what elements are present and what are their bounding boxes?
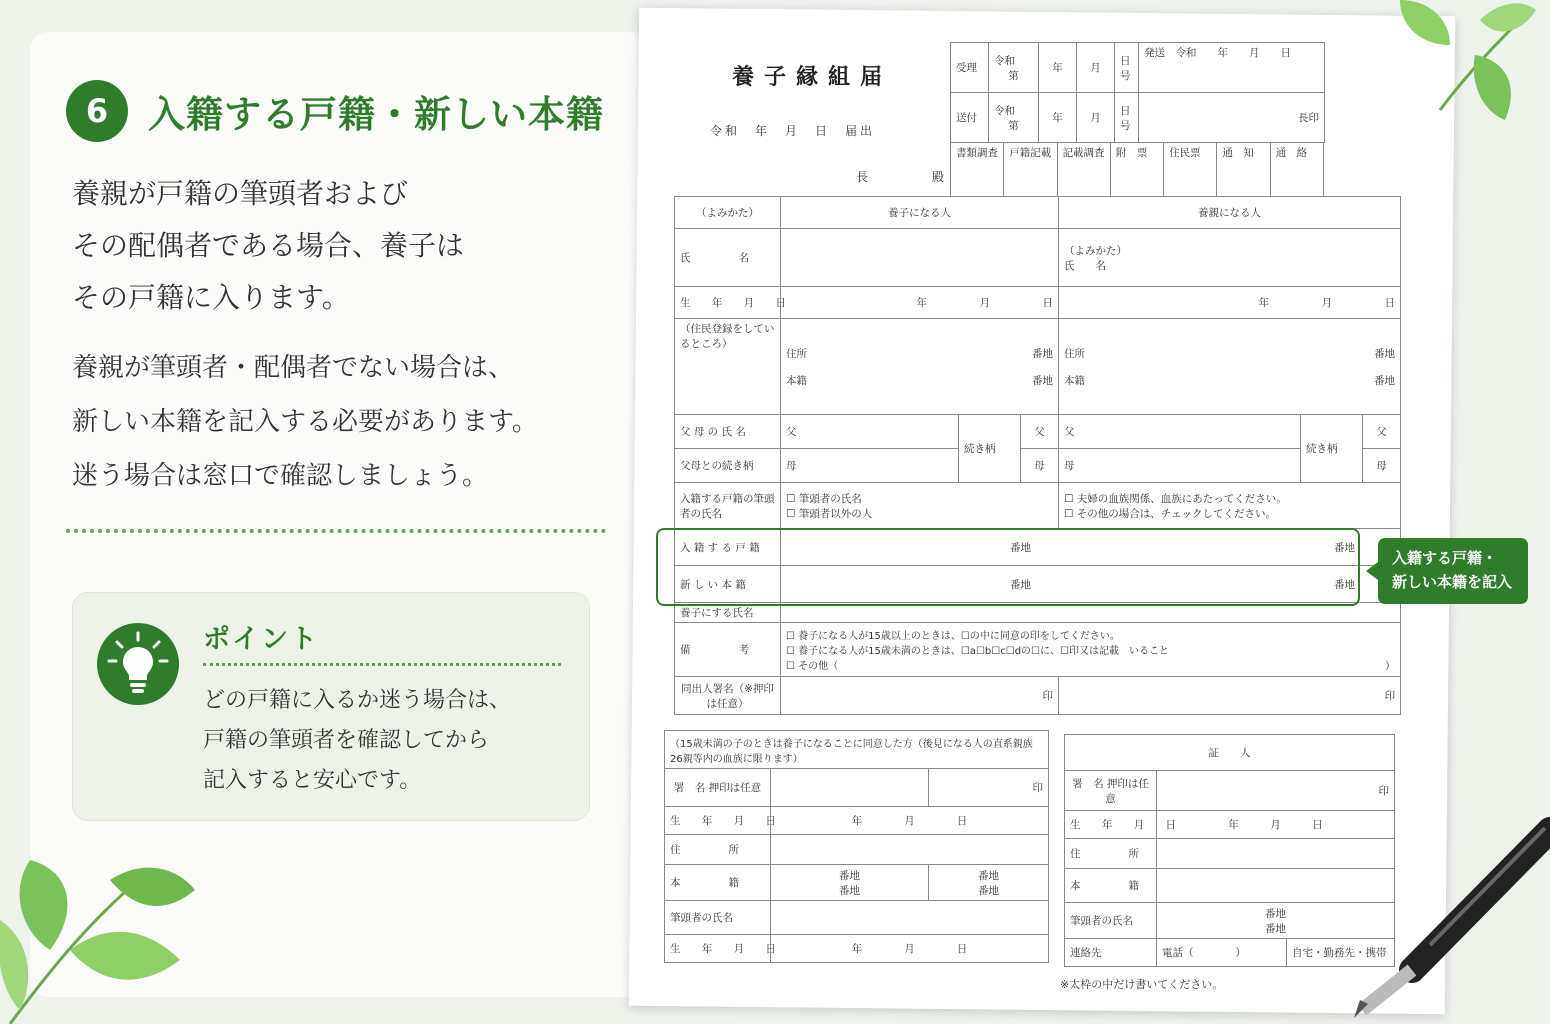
signer-field-2[interactable]: 印 bbox=[1059, 677, 1401, 715]
form-footnote: ※太枠の中だけ書いてください。 bbox=[1060, 978, 1224, 991]
witness-table bbox=[1064, 734, 1395, 967]
row-label: 住 所 bbox=[665, 835, 771, 865]
point-box bbox=[72, 592, 590, 821]
row-label: 備 考 bbox=[675, 623, 781, 677]
entry-koseki-field[interactable]: 番地 番地 bbox=[781, 529, 1401, 566]
relation-mother: 母 bbox=[1363, 449, 1401, 483]
birth-field[interactable]: 年 月 日 bbox=[781, 287, 1059, 319]
row-label: 父 母 の 氏 名 bbox=[675, 415, 781, 449]
row-label: 本 籍 bbox=[665, 865, 771, 901]
cell-label: 発送 令和 年 月 日 bbox=[1139, 43, 1325, 93]
row-label: 生 年 月 日 bbox=[665, 807, 771, 835]
row-label: 父母との続き柄 bbox=[675, 449, 781, 483]
office-check-row bbox=[950, 142, 1324, 197]
step-heading bbox=[66, 80, 604, 142]
row-label: 生 年 月 日 bbox=[665, 935, 771, 963]
leaf-decoration-icon bbox=[0, 800, 210, 1024]
adopter-name-field[interactable]: （よみかた） 氏 名 bbox=[1059, 229, 1401, 287]
row-label: 生 年 月 日 bbox=[675, 287, 781, 319]
point-line: 記入すると安心です。 bbox=[203, 768, 422, 793]
check-cell: 附 票 bbox=[1110, 143, 1163, 197]
check-cell: 書類調査 bbox=[951, 143, 1004, 197]
cell-label: 送付 bbox=[951, 93, 989, 143]
row-label: 養子にする氏名 bbox=[675, 603, 781, 623]
consent-head: （15歳未満の子のときは養子になることに同意した方（後見になる人の直系親族26親等内の血族に限ります） bbox=[665, 731, 1049, 769]
signer-field-1[interactable]: 印 bbox=[781, 677, 1059, 715]
witness-sign-field[interactable]: 印 bbox=[1157, 771, 1395, 811]
check-cell: 通 絡 bbox=[1270, 143, 1323, 197]
address-field[interactable]: 住所 番地 本籍 番地 bbox=[781, 319, 1059, 415]
adopter-father-field[interactable]: 父 bbox=[1059, 415, 1301, 449]
row-label: 新 し い 本 籍 bbox=[675, 566, 781, 603]
body-line: 養親が筆頭者・配偶者でない場合は、 bbox=[72, 353, 515, 383]
leaf-decoration-icon bbox=[1380, 0, 1536, 150]
cell-label: 年 bbox=[1039, 43, 1077, 93]
point-line: 戸籍の筆頭者を確認してから bbox=[203, 728, 490, 753]
row-label: 署 名 押印は任意 bbox=[665, 769, 771, 807]
body-line: その配偶者である場合、養子は bbox=[72, 229, 465, 262]
mother-field[interactable]: 母 bbox=[781, 449, 959, 483]
body-line: 新しい本籍を記入する必要があります。 bbox=[72, 407, 538, 437]
pen-icon bbox=[1350, 820, 1550, 1020]
witness-head-name-field[interactable]: 番地 番地 bbox=[1157, 903, 1395, 939]
body-line: 迷う場合は窓口で確認しましょう。 bbox=[72, 461, 489, 491]
callout-line: 入籍する戸籍・ bbox=[1392, 549, 1498, 567]
adopter-mother-field[interactable]: 母 bbox=[1059, 449, 1301, 483]
form-date-line: 令和 年 月 日 届出 bbox=[710, 124, 876, 138]
row-label: 連絡先 bbox=[1065, 939, 1157, 967]
row-label: 氏 名 bbox=[675, 229, 781, 287]
body-paragraph-1 bbox=[72, 168, 464, 324]
form-title: 養子縁組届 bbox=[732, 65, 893, 90]
row-label: 入籍する戸籍の筆頭者の氏名 bbox=[675, 483, 781, 529]
check-cell: 記載調査 bbox=[1057, 143, 1110, 197]
row-label: 署 名 押印は任意 bbox=[1065, 771, 1157, 811]
father-field[interactable]: 父 bbox=[781, 415, 959, 449]
relation-label: 続き柄 bbox=[1301, 415, 1363, 483]
remarks-field[interactable]: ☐ 養子になる人が15歳以上のときは、☐の中に同意の印をしてください。 ☐ 養子になる人が15歳未満のときは、☐a☐b☐c☐dの☐に、☐印又は記載 いること ☐ その他（ ） bbox=[781, 623, 1401, 677]
relation-label: 続き柄 bbox=[959, 415, 1021, 483]
row-label: 入 籍 す る 戸 籍 bbox=[675, 529, 781, 566]
step-title: 入籍する戸籍・新しい本籍 bbox=[148, 93, 604, 136]
witness-tel-kind: 自宅・勤務先・携帯 bbox=[1287, 939, 1395, 967]
check-cell: 通 知 bbox=[1217, 143, 1270, 197]
form-addressee: 長 殿 bbox=[856, 170, 971, 184]
cell-label: 日 号 bbox=[1115, 93, 1139, 143]
lightbulb-icon bbox=[97, 623, 179, 705]
cell-label: 令和 第 bbox=[989, 93, 1039, 143]
callout-line: 新しい本籍を記入 bbox=[1392, 573, 1513, 591]
column-header: 養子になる人 bbox=[781, 197, 1059, 229]
relation-mother: 母 bbox=[1021, 449, 1059, 483]
dotted-divider bbox=[66, 529, 606, 533]
row-label: （住民登録をしているところ） bbox=[675, 319, 781, 415]
point-line: どの戸籍に入るか迷う場合は、 bbox=[203, 688, 512, 713]
cell-label: 月 bbox=[1077, 43, 1115, 93]
cell-label: 年 bbox=[1039, 93, 1077, 143]
main-form-table bbox=[674, 196, 1401, 715]
relation-father: 父 bbox=[1363, 415, 1401, 449]
consent-honseki-field-2[interactable]: 番地 番地 bbox=[929, 865, 1049, 901]
row-label: 筆頭者の氏名 bbox=[665, 901, 771, 935]
adopter-address-field[interactable]: 住所 番地 本籍 番地 bbox=[1059, 319, 1401, 415]
head-options[interactable]: ☐ 筆頭者の氏名 ☐ 筆頭者以外の人 bbox=[781, 483, 1059, 529]
check-cell: 戸籍記載 bbox=[1004, 143, 1057, 197]
consent-table bbox=[664, 730, 1049, 963]
body-paragraph-2 bbox=[72, 341, 538, 503]
witness-birth-field[interactable]: 年 月 日 bbox=[1157, 811, 1395, 839]
head-notes: ☐ 夫婦の血族関係、血族にあたってください。 ☐ その他の場合は、チェックしてください。 bbox=[1059, 483, 1401, 529]
row-label: 同出人署名（※押印は任意） bbox=[675, 677, 781, 715]
highlight-frame bbox=[656, 528, 1360, 606]
cell-label: 月 bbox=[1077, 93, 1115, 143]
adoption-form bbox=[650, 30, 1420, 1000]
consent-head-name-field[interactable] bbox=[771, 901, 1049, 935]
point-title: ポイント bbox=[203, 624, 319, 655]
cell-label: 長印 bbox=[1139, 93, 1325, 143]
point-body bbox=[203, 681, 511, 801]
office-box bbox=[950, 42, 1325, 143]
body-line: 養親が戸籍の筆頭者および bbox=[72, 177, 409, 210]
witness-head: 証 人 bbox=[1065, 735, 1395, 771]
new-honseki-field[interactable]: 番地 番地 bbox=[781, 566, 1401, 603]
column-header: 養親になる人 bbox=[1059, 197, 1401, 229]
step-number-badge: 6 bbox=[66, 80, 128, 142]
relation-father: 父 bbox=[1021, 415, 1059, 449]
adopter-birth-field[interactable]: 年 月 日 bbox=[1059, 287, 1401, 319]
row-label: 生 年 月 日 bbox=[1065, 811, 1157, 839]
seal-mark: 印 bbox=[929, 769, 1049, 807]
row-label: 本 籍 bbox=[1065, 869, 1157, 903]
consent-address-field[interactable] bbox=[771, 835, 1049, 865]
witness-tel-field[interactable]: 電話（ ） bbox=[1157, 939, 1287, 967]
consent-sign-field[interactable] bbox=[771, 769, 929, 807]
cell-label: 受理 bbox=[951, 43, 989, 93]
row-label: （よみかた） bbox=[675, 197, 781, 229]
row-label: 住 所 bbox=[1065, 839, 1157, 869]
check-cell: 住民票 bbox=[1164, 143, 1217, 197]
consent-birth-field-2[interactable]: 年 月 日 bbox=[771, 935, 1049, 963]
body-line: その戸籍に入ります。 bbox=[72, 281, 350, 314]
dotted-divider bbox=[203, 663, 561, 666]
consent-birth-field[interactable]: 年 月 日 bbox=[771, 807, 1049, 835]
callout-badge bbox=[1378, 538, 1528, 604]
name-field[interactable] bbox=[781, 229, 1059, 287]
cell-label: 令和 第 bbox=[989, 43, 1039, 93]
consent-honseki-field[interactable]: 番地 番地 bbox=[771, 865, 929, 901]
row-label: 筆頭者の氏名 bbox=[1065, 903, 1157, 939]
cell-label: 日 号 bbox=[1115, 43, 1139, 93]
